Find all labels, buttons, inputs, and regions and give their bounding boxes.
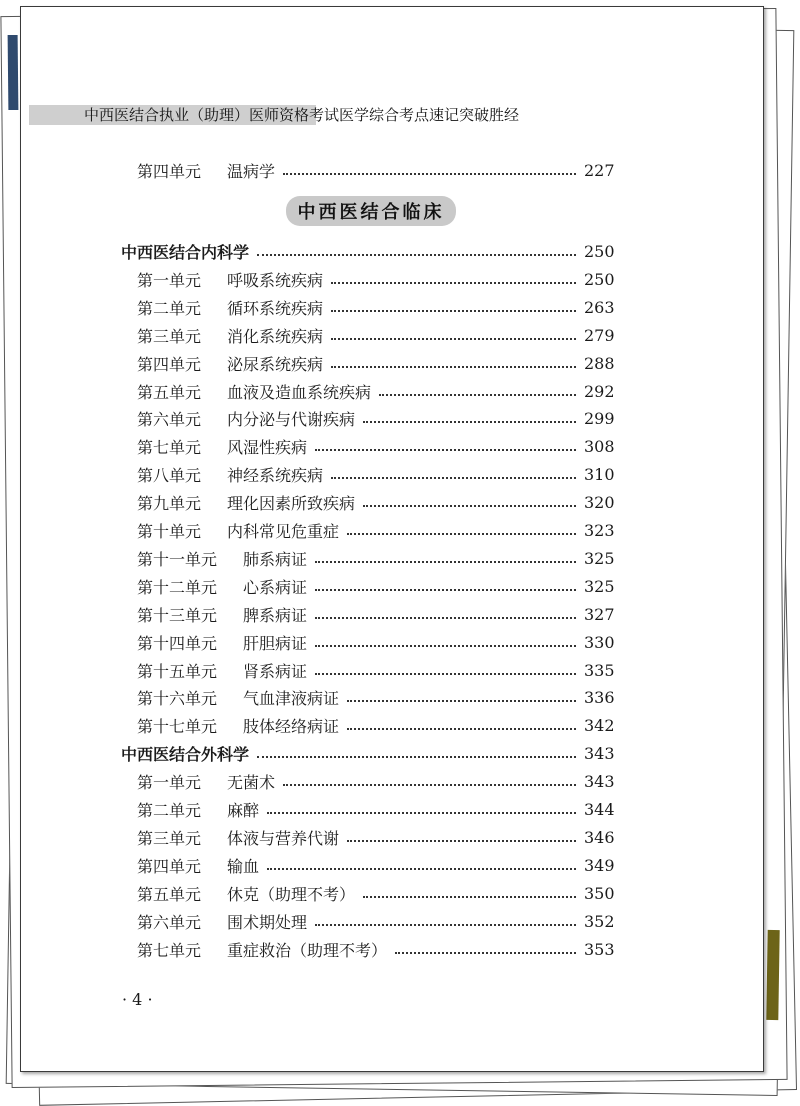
toc-page-number: 288 bbox=[584, 353, 615, 373]
leader-dots bbox=[315, 645, 576, 647]
toc-page-number: 335 bbox=[584, 660, 615, 680]
leader-dots bbox=[257, 756, 576, 758]
toc-unit: 第五单元 bbox=[137, 884, 202, 904]
toc-title: 神经系统疾病 bbox=[227, 465, 324, 485]
toc-unit: 第十二单元 bbox=[137, 577, 218, 597]
leader-dots bbox=[331, 282, 576, 284]
toc-entry[interactable] bbox=[137, 909, 615, 933]
leader-dots bbox=[257, 254, 576, 256]
toc-title: 围术期处理 bbox=[227, 912, 308, 932]
leader-dots bbox=[315, 561, 576, 563]
toc-page-number: 343 bbox=[584, 771, 615, 791]
toc-page-number: 336 bbox=[584, 687, 615, 707]
toc-title: 重症救治（助理不考） bbox=[227, 940, 388, 960]
toc-unit: 第四单元 bbox=[137, 161, 202, 181]
toc-title: 内分泌与代谢疾病 bbox=[227, 409, 356, 429]
toc-page-number: 310 bbox=[584, 464, 615, 484]
leader-dots bbox=[347, 840, 576, 842]
toc-entry[interactable] bbox=[137, 295, 615, 319]
toc-unit: 第十三单元 bbox=[137, 605, 218, 625]
toc-title: 泌尿系统疾病 bbox=[227, 354, 324, 374]
toc-entry[interactable] bbox=[137, 658, 615, 682]
toc-unit: 第十一单元 bbox=[137, 549, 218, 569]
toc-entry[interactable] bbox=[137, 406, 615, 430]
toc-entry[interactable] bbox=[137, 158, 615, 182]
toc-page-number: 292 bbox=[584, 381, 615, 401]
leader-dots bbox=[347, 533, 576, 535]
toc-chapter[interactable] bbox=[121, 239, 615, 263]
toc-entry[interactable] bbox=[137, 769, 615, 793]
leader-dots bbox=[267, 812, 576, 814]
toc-unit: 第一单元 bbox=[137, 270, 202, 290]
running-header bbox=[29, 102, 629, 128]
toc-entry[interactable] bbox=[137, 713, 615, 737]
toc-unit: 第十四单元 bbox=[137, 633, 218, 653]
toc-page-number: 279 bbox=[584, 325, 615, 345]
leader-dots bbox=[395, 952, 576, 954]
toc-entry[interactable] bbox=[137, 881, 615, 905]
toc-page-number: 327 bbox=[584, 604, 615, 624]
toc-title: 脾系病证 bbox=[243, 605, 308, 625]
page-folio: · 4 · bbox=[122, 990, 153, 1009]
toc-page-number: 325 bbox=[584, 576, 615, 596]
toc-title: 理化因素所致疾病 bbox=[227, 493, 356, 513]
toc-entry[interactable] bbox=[137, 825, 615, 849]
toc-page-number: 350 bbox=[584, 883, 615, 903]
chapter-title: 中西医结合内科学 bbox=[121, 242, 250, 262]
toc-entry[interactable] bbox=[137, 490, 615, 514]
toc-title: 温病学 bbox=[227, 161, 276, 181]
toc-unit: 第十五单元 bbox=[137, 661, 218, 681]
leader-dots bbox=[315, 673, 576, 675]
toc-title: 休克（助理不考） bbox=[227, 884, 356, 904]
leader-dots bbox=[347, 700, 576, 702]
toc-title: 肺系病证 bbox=[243, 549, 308, 569]
toc-entry[interactable] bbox=[137, 379, 615, 403]
toc-page-number: 342 bbox=[584, 715, 615, 735]
toc-unit: 第二单元 bbox=[137, 800, 202, 820]
leader-dots bbox=[315, 449, 576, 451]
toc-entry[interactable] bbox=[137, 323, 615, 347]
toc-page-number: 320 bbox=[584, 492, 615, 512]
toc-title: 消化系统疾病 bbox=[227, 326, 324, 346]
toc-unit: 第九单元 bbox=[137, 493, 202, 513]
toc-page-number: 308 bbox=[584, 436, 615, 456]
toc-chapter[interactable] bbox=[121, 741, 615, 765]
toc-entry[interactable] bbox=[137, 518, 615, 542]
section-banner: 中西医结合临床 bbox=[286, 196, 456, 226]
toc-title: 心系病证 bbox=[243, 577, 308, 597]
toc-entry[interactable] bbox=[137, 630, 615, 654]
toc-entry[interactable] bbox=[137, 546, 615, 570]
leader-dots bbox=[363, 896, 576, 898]
toc-page-number: 353 bbox=[584, 939, 615, 959]
leader-dots bbox=[315, 589, 576, 591]
leader-dots bbox=[331, 338, 576, 340]
toc-title: 输血 bbox=[227, 856, 260, 876]
leader-dots bbox=[283, 173, 576, 175]
toc-page-number: 323 bbox=[584, 520, 615, 540]
toc-title: 内科常见危重症 bbox=[227, 521, 340, 541]
toc-page-number: 330 bbox=[584, 632, 615, 652]
toc-entry[interactable] bbox=[137, 267, 615, 291]
toc-page-number: 263 bbox=[584, 297, 615, 317]
toc-title: 无菌术 bbox=[227, 772, 276, 792]
toc-unit: 第四单元 bbox=[137, 354, 202, 374]
header-title-main: 中西医结合执业（助理）医师 bbox=[84, 106, 280, 124]
toc-page-number: 299 bbox=[584, 408, 615, 428]
toc-title: 循环系统疾病 bbox=[227, 298, 324, 318]
leader-dots bbox=[283, 784, 576, 786]
toc-page-number: 250 bbox=[584, 241, 615, 261]
toc-page-number: 346 bbox=[584, 827, 615, 847]
toc-title: 风湿性疾病 bbox=[227, 437, 308, 457]
toc-page-number: 349 bbox=[584, 855, 615, 875]
leader-dots bbox=[363, 505, 576, 507]
toc-entry[interactable] bbox=[137, 462, 615, 486]
leader-dots bbox=[315, 617, 576, 619]
toc-page-number: 343 bbox=[584, 743, 615, 763]
header-title-sub: 资格考试医学综合考点速记突破胜经 bbox=[279, 106, 520, 124]
toc-entry[interactable] bbox=[137, 797, 615, 821]
toc-unit: 第一单元 bbox=[137, 772, 202, 792]
toc-title: 气血津液病证 bbox=[243, 688, 340, 708]
toc-unit: 第七单元 bbox=[137, 940, 202, 960]
leader-dots bbox=[267, 868, 576, 870]
header-text bbox=[84, 102, 519, 128]
toc-unit: 第八单元 bbox=[137, 465, 202, 485]
leader-dots bbox=[315, 924, 576, 926]
toc-unit: 第四单元 bbox=[137, 856, 202, 876]
toc-page-number: 344 bbox=[584, 799, 615, 819]
toc-entry[interactable] bbox=[137, 937, 615, 961]
toc-title: 呼吸系统疾病 bbox=[227, 270, 324, 290]
toc-entry[interactable] bbox=[137, 434, 615, 458]
leader-dots bbox=[331, 366, 576, 368]
leader-dots bbox=[379, 394, 576, 396]
toc-unit: 第三单元 bbox=[137, 326, 202, 346]
toc-unit: 第七单元 bbox=[137, 437, 202, 457]
toc-page-number: 325 bbox=[584, 548, 615, 568]
toc-unit: 第五单元 bbox=[137, 382, 202, 402]
toc-unit: 第二单元 bbox=[137, 298, 202, 318]
toc-page-number: 352 bbox=[584, 911, 615, 931]
toc-title: 血液及造血系统疾病 bbox=[227, 382, 372, 402]
toc-entry[interactable] bbox=[137, 602, 615, 626]
toc-unit: 第十六单元 bbox=[137, 688, 218, 708]
toc-title: 肾系病证 bbox=[243, 661, 308, 681]
toc-entry[interactable] bbox=[137, 685, 615, 709]
toc-unit: 第六单元 bbox=[137, 409, 202, 429]
toc-title: 肢体经络病证 bbox=[243, 716, 340, 736]
toc-page-number: 227 bbox=[584, 160, 615, 180]
toc-unit: 第十单元 bbox=[137, 521, 202, 541]
leader-dots bbox=[331, 310, 576, 312]
leader-dots bbox=[331, 477, 576, 479]
page-edge-accent bbox=[8, 35, 19, 110]
toc-unit: 第三单元 bbox=[137, 828, 202, 848]
toc-title: 麻醉 bbox=[227, 800, 260, 820]
toc-entry[interactable] bbox=[137, 351, 615, 375]
toc-entry[interactable] bbox=[137, 574, 615, 598]
toc-page-number: 250 bbox=[584, 269, 615, 289]
page-edge-accent bbox=[766, 930, 779, 1020]
toc-unit: 第六单元 bbox=[137, 912, 202, 932]
toc-unit: 第十七单元 bbox=[137, 716, 218, 736]
toc-entry[interactable] bbox=[137, 853, 615, 877]
toc-title: 体液与营养代谢 bbox=[227, 828, 340, 848]
leader-dots bbox=[347, 728, 576, 730]
toc-title: 肝胆病证 bbox=[243, 633, 308, 653]
chapter-title: 中西医结合外科学 bbox=[121, 744, 250, 764]
leader-dots bbox=[363, 421, 576, 423]
